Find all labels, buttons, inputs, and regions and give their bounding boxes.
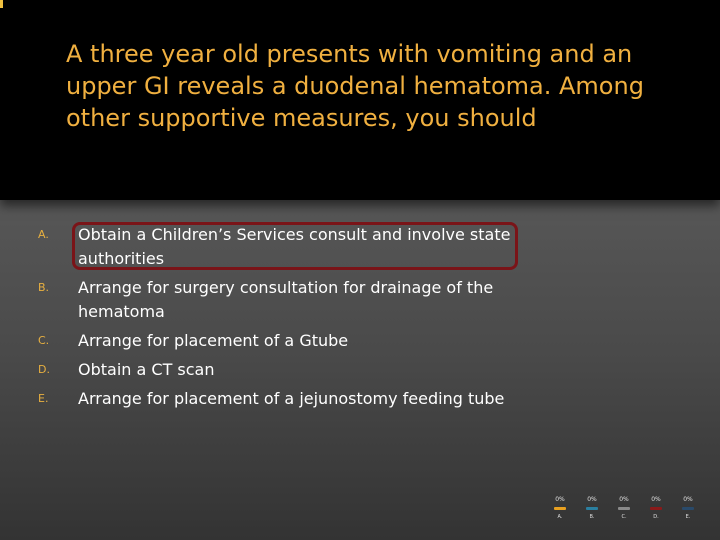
option-text: Obtain a CT scan	[78, 360, 215, 379]
poll-percent: 0%	[651, 496, 661, 503]
poll-bar	[650, 507, 662, 510]
poll-percent: 0%	[555, 496, 565, 503]
answer-highlight-box	[72, 222, 518, 270]
poll-bar	[682, 507, 694, 510]
poll-label: B.	[589, 514, 595, 520]
option-marker: A.	[38, 228, 49, 241]
poll-col-a	[550, 496, 570, 520]
poll-label: C.	[621, 514, 627, 520]
option-text: Arrange for surgery consultation for drainage of the hematoma	[78, 278, 494, 321]
option-b	[0, 276, 720, 324]
poll-label: E.	[685, 514, 691, 520]
poll-bar	[554, 507, 566, 510]
option-c	[0, 329, 720, 353]
option-marker: D.	[38, 363, 50, 376]
poll-label: A.	[557, 514, 563, 520]
option-e	[0, 387, 720, 411]
poll-label: D.	[653, 514, 659, 520]
poll-bar	[586, 507, 598, 510]
option-text: Arrange for placement of a Gtube	[78, 331, 349, 350]
poll-percent: 0%	[683, 496, 693, 503]
corner-accent	[0, 0, 3, 8]
option-text: Obtain a Children’s Services consult and involve state authorities	[78, 225, 511, 268]
poll-percent: 0%	[619, 496, 629, 503]
poll-col-b	[582, 496, 602, 520]
option-marker: C.	[38, 334, 50, 347]
slide-title: A three year old presents with vomiting and an upper GI reveals a duodenal hematoma. Among other supportive measures, you should	[66, 40, 644, 132]
option-marker: B.	[38, 281, 50, 294]
option-text: Arrange for placement of a jejunostomy feeding tube	[78, 389, 505, 408]
option-d	[0, 358, 720, 382]
poll-col-e	[678, 496, 698, 520]
poll-bar	[618, 507, 630, 510]
poll-col-d	[646, 496, 666, 520]
poll-results	[540, 496, 710, 526]
option-marker: E.	[38, 392, 49, 405]
title-band	[0, 0, 720, 200]
poll-percent: 0%	[587, 496, 597, 503]
poll-col-c	[614, 496, 634, 520]
